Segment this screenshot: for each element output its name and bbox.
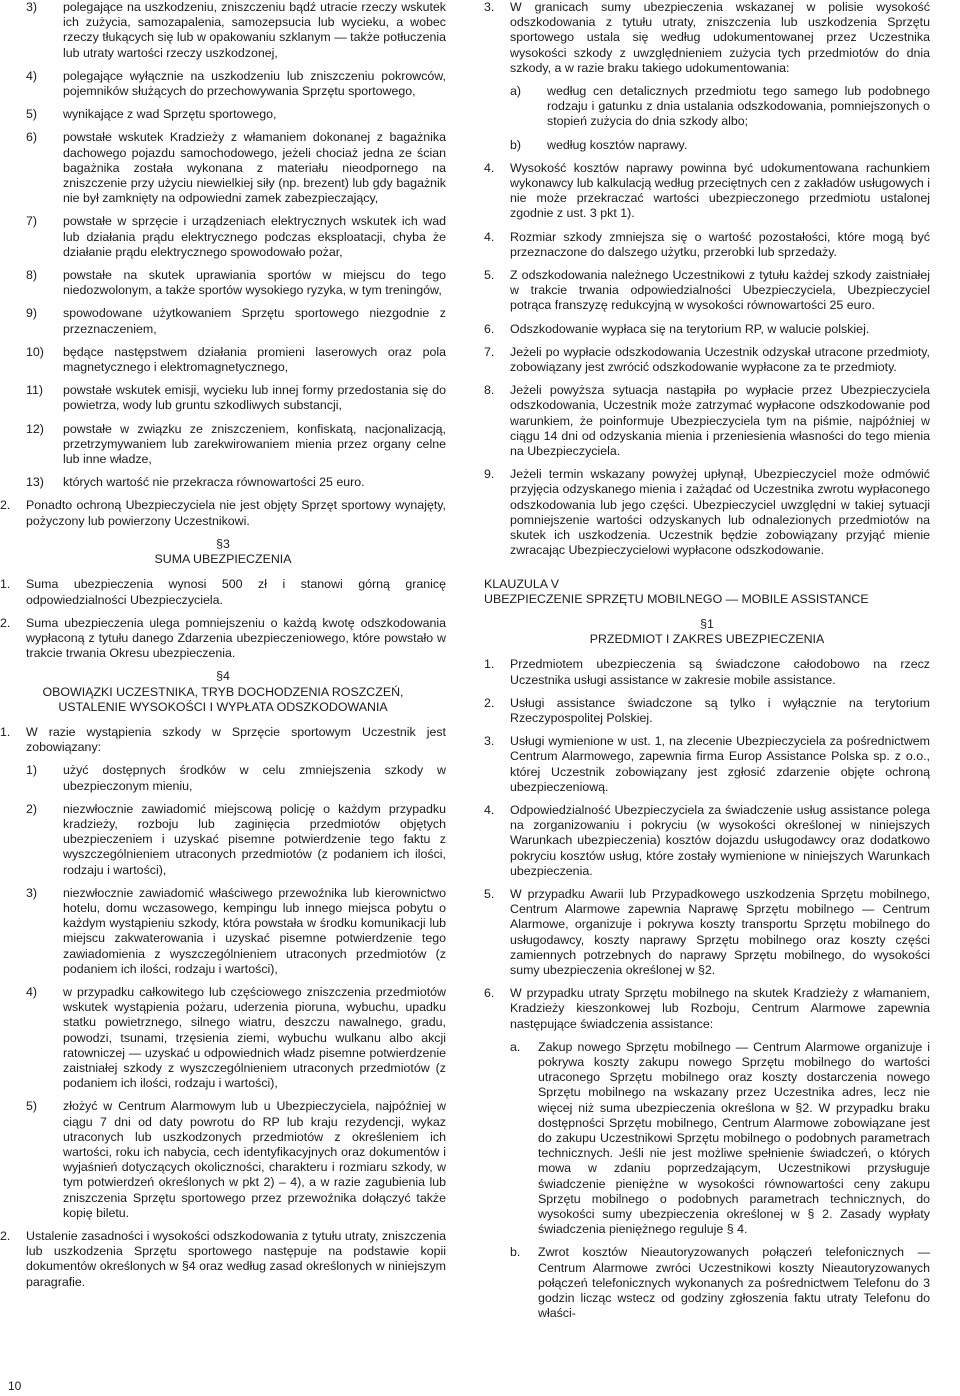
paragraph-number: 7. (484, 344, 495, 359)
section-heading (0, 537, 446, 567)
item-number: 1) (26, 763, 38, 778)
paragraph-text: Jeżeli termin wskazany powyżej upłynął, Ubezpieczyciel może odmówić przyjęcia odzyskanego mienia i zażądać od Uczestnika zwrotu wypłaconego odszkodowania lub jego części. Ubezpieczyciel uwzględni w takiej sytuacji pomniejszenie wartości odzyskanych lub odnalezionych przedmiotów na skutek ich uszkodzenia. Uczestnik będzie zobowiązany przyjąć mienie zwracając Ubezpieczycielowi wypłacone odszkodowanie. (510, 467, 930, 558)
right-column (484, 0, 930, 1329)
list-item (26, 383, 446, 413)
item-number: 10) (26, 344, 44, 359)
section-heading (0, 669, 446, 715)
item-number: 4) (26, 68, 38, 83)
item-text: powstałe wskutek Kradzieży z włamaniem dokonanej z bagażnika dachowego pojazdu samochodowego, jeżeli chociaż jedna ze ścian bagażnika została wykonana z materiału nieodpornego na zniszczenie przy użyciu niewielkiej siły (np. brezent) lub gdy bagażnik nie był zamknięty na odpowiedni zamek zabezpieczający, (63, 130, 446, 206)
list-item (26, 763, 446, 793)
paragraph-text: Wysokość kosztów naprawy powinna być udokumentowana rachunkiem wykonawcy lub kalkulacją według przeciętnych cen z zakładów usługowych i nie może przekraczać wartości ubezpieczonego przedmiotu ustalonej zgodnie z ust. 3 pkt 1). (510, 160, 930, 221)
paragraph-text: Odszkodowanie wypłaca się na terytorium RP, w walucie polskiej. (510, 321, 870, 336)
item-text: polegające na uszkodzeniu, zniszczeniu bądź utracie rzeczy wskutek ich zużycia, samozapalenia, samozepsucia lub wycieku, a wobec rzeczy tłukących się lub w opakowaniu szklanym — także potłuczenia lub utraty wartości rzeczy uszkodzonej, (63, 0, 446, 60)
paragraph-text: Suma ubezpieczenia ulega pomniejszeniu o każdą kwotę odszkodowania wypłaconą z tytułu danego Zdarzenia ubezpieczeniowego, które powstało w trakcie trwania Okresu ubezpieczenia. (26, 615, 446, 661)
item-number: 6) (26, 130, 38, 145)
item-number: 11) (26, 383, 43, 398)
list-item (26, 422, 446, 468)
paragraph-number: 5. (484, 886, 495, 901)
item-text: których wartość nie przekracza równowartości 25 euro. (63, 475, 365, 490)
numbered-paragraph (0, 498, 446, 528)
list-item (26, 0, 446, 61)
paragraph-text: Z odszkodowania należnego Uczestnikowi z tytułu każdej szkody zaistniałej w trakcie trwania odpowiedzialności Ubezpieczyciela, Ubezpieczyciel potrąca franszyzę redukcyjną w wysokości równowartości 25 euro. (510, 268, 930, 313)
left-column (0, 0, 446, 1298)
list-item (510, 1040, 930, 1238)
numbered-paragraph (484, 734, 930, 795)
list-item (26, 802, 446, 878)
item-number: 13) (26, 475, 44, 490)
numbered-paragraph (484, 383, 930, 459)
paragraph-text: Ponadto ochroną Ubezpieczyciela nie jest objęty Sprzęt sportowy wynajęty, pożyczony lub powierzony Uczestnikowi. (26, 498, 446, 528)
item-text: złożyć w Centrum Alarmowym lub u Ubezpieczyciela, najpóźniej w ciągu 7 dni od daty powrotu do RP lub kraju rezydencji, wykaz utraconych lub uszkodzonych przedmiotów z określeniem ich wartości, roku ich nabycia, cech identyfikacyjnych oraz dokumentów i wyjaśnień dotyczących okoliczności, charakteru i rozmiaru szkody, w tym potwierdzeń określonych w pkt 2) – 4), a w razie zagubienia lub zniszczenia Sprzętu sportowego przez przewoźnika dołączyć także kopię biletu. (63, 1099, 446, 1220)
list-item (26, 1099, 446, 1221)
numbered-paragraph (0, 577, 446, 607)
item-number: a) (510, 84, 522, 99)
numbered-paragraph (484, 322, 930, 337)
paragraph-number: 5. (484, 268, 495, 283)
clause-heading (484, 577, 930, 607)
paragraph-text: W przypadku utraty Sprzętu mobilnego na skutek Kradzieży z włamaniem, Kradzieży kieszonkowej lub Rozboju, Centrum Alarmowe zapewnia następujące świadczenia assistance: (510, 986, 930, 1031)
item-text: niezwłocznie zawiadomić miejscową policję o każdym przypadku kradzieży, rozboju lub zaginięcia przedmiotów objętych ubezpieczeniem i uzyskać pisemne potwierdzenie tego faktu z wyszczególnieniem utraconych przedmiotów (z podaniem ich ilości, rodzaju i wartości), (63, 801, 446, 877)
paragraph-number: 3. (484, 734, 495, 749)
item-text: Zakup nowego Sprzętu mobilnego — Centrum Alarmowe organizuje i pokrywa koszty zakupu nowego Sprzętu mobilnego do wartości utraconego Sprzętu mobilnego oraz koszty dostarczenia nowego Sprzętu mobilnego na wskazany przez Uczestnika adres, lecz nie więcej niż suma ubezpieczenia określona w §2. W przypadku braku dostępności Sprzętu mobilnego, Centrum Alarmowe zobowiązane jest do zakupu Uczestnikowi Sprzętu mobilnego o podobnych parametrach technicznych. Jeśli nie jest możliwe spełnienie świadczeń, o których mowa w zdaniu poprzedzającym, Uczestnikowi przysługuje świadczenie pieniężne w wysokości równowartości ceny zakupu Sprzętu mobilnego o podobnych parametrach technicznych, do wysokości sumy ubezpieczenia określonej w § 2. Zasady wypłaty świadczenia pieniężnego reguluje § 4. (538, 1039, 930, 1237)
item-text: powstałe w związku ze zniszczeniem, konfiskatą, nacjonalizacją, przetrzymywaniem lub zarekwirowaniem mienia przez organy celne lub inne władze, (63, 421, 446, 467)
item-number: 3) (26, 0, 38, 14)
item-number: 5) (26, 107, 38, 122)
item-text: według kosztów naprawy. (547, 137, 688, 152)
numbered-paragraph (484, 467, 930, 558)
paragraph-number: 9. (484, 467, 495, 482)
paragraph-text: Przedmiotem ubezpieczenia są świadczone całodobowo na rzecz Uczestnika usługi assistance w zakresie mobile assistance. (510, 657, 930, 687)
item-number: 12) (26, 421, 44, 436)
paragraph-number: 2. (0, 498, 11, 513)
section-title: SUMA UBEZPIECZENIA (154, 552, 292, 567)
paragraph-text: W przypadku Awarii lub Przypadkowego uszkodzenia Sprzętu mobilnego, Centrum Alarmowe zapewnia Naprawę Sprzętu mobilnego — Centrum Alarmowe, organizuje i pokrywa koszty transportu Sprzętu mobilnego do usługodawcy, koszty naprawy Sprzętu mobilnego oraz koszty części zamiennych potrzebnych do naprawy Sprzętu mobilnego, do wysokości sumy ubezpieczenia określonej w §2. (510, 886, 930, 977)
paragraph-number: 1. (484, 657, 495, 672)
section-title-line-2: USTALENIE WYSOKOŚCI I WYPŁATA ODSZKODOWANIA (58, 699, 388, 714)
numbered-paragraph (0, 616, 446, 662)
section-number: §1 (700, 616, 714, 631)
clause-title: UBEZPIECZENIE SPRZĘTU MOBILNEGO — MOBILE ASSISTANCE (484, 591, 869, 606)
list-item (26, 345, 446, 375)
item-number: 3) (26, 885, 38, 900)
numbered-paragraph (484, 268, 930, 314)
section-title-line-1: OBOWIĄZKI UCZESTNIKA, TRYB DOCHODZENIA ROSZCZEŃ, (42, 684, 404, 699)
numbered-paragraph (484, 230, 930, 260)
list-item (26, 886, 446, 977)
paragraph-number: 2. (0, 1229, 11, 1244)
page-number: 10 (8, 1378, 22, 1393)
paragraph-text: Ustalenie zasadności i wysokości odszkodowania z tytułu utraty, zniszczenia lub uszkodzenia Sprzętu sportowego następuje na podstawie kopii dokumentów określonych w §4 oraz według zasad określonych w niniejszym paragrafie. (26, 1229, 446, 1289)
list-item (510, 84, 930, 130)
item-text: użyć dostępnych środków w celu zmniejszenia szkody w ubezpieczonym mieniu, (63, 763, 446, 793)
item-number: 2) (26, 801, 38, 816)
section-number: §4 (216, 669, 230, 684)
section-title: PRZEDMIOT I ZAKRES UBEZPIECZENIA (589, 632, 825, 647)
numbered-paragraph (0, 1229, 446, 1290)
item-text: wynikające z wad Sprzętu sportowego, (63, 107, 277, 122)
item-number: 7) (26, 214, 38, 229)
item-text: według cen detalicznych przedmiotu tego samego lub podobnego rodzaju i gatunku z dnia ustalania odszkodowania, pomniejszonych o stopień zużycia do dnia szkody albo; (547, 84, 930, 129)
numbered-paragraph (484, 0, 930, 76)
item-text: powstałe w sprzęcie i urządzeniach elektrycznych wskutek ich wad lub działania prądu elektrycznego podczas eksploatacji, chyba że działanie prądu elektrycznego spowodowało pożar, (63, 214, 446, 259)
paragraph-text: Jeżeli po wypłacie odszkodowania Uczestnik odzyskał utracone przedmioty, zobowiązany jest zwrócić odszkodowanie wypłacone za te przedmioty. (510, 344, 930, 375)
paragraph-text: W granicach sumy ubezpieczenia wskazanej w polisie wysokość odszkodowania z tytułu utraty, zniszczenia lub uszkodzenia Sprzętu sportowego ustala się według udokumentowanej przez Uczestnika wysokości szkody z uwzględnieniem zużycia tych przedmiotów do dnia szkody, a w razie braku takiego udokumentowania: (510, 0, 930, 75)
paragraph-number: 6. (484, 986, 495, 1001)
item-text: powstałe na skutek uprawiania sportów w miejscu do tego niedozwolonym, a także sportów wysokiego ryzyka, w tym treningów, (63, 268, 446, 298)
paragraph-number: 4. (484, 229, 495, 244)
item-text: spowodowane użytkowaniem Sprzętu sportowego niezgodnie z przeznaczeniem, (63, 306, 446, 336)
paragraph-number: 1. (0, 724, 11, 739)
paragraph-text: Usługi wymienione w ust. 1, na zlecenie Ubezpieczyciela za pośrednictwem Centrum Alarmowego, zapewnia firma Europ Assistance Polska sp. z o.o., której Uczestnik zobowiązany jest zgłosić zdarzenie objęte ochroną ubezpieczeniową. (510, 734, 930, 794)
paragraph-number: 6. (484, 321, 495, 336)
paragraph-number: 3. (484, 0, 495, 14)
item-letter: b. (510, 1245, 521, 1260)
clause-number: KLAUZULA V (484, 576, 560, 591)
list-item (26, 306, 446, 336)
paragraph-text: Usługi assistance świadczone są tylko i wyłącznie na terytorium Rzeczypospolitej Polskiej. (510, 695, 930, 725)
paragraph-number: 2. (0, 615, 11, 630)
item-text: powstałe wskutek emisji, wycieku lub innej formy przedostania się do powietrza, wody lub gruntu szkodliwych substancji, (63, 383, 446, 413)
list-item (510, 138, 930, 153)
item-text: niezwłocznie zawiadomić właściwego przewoźnika lub kierownictwo hotelu, domu wczasowego, kempingu lub innego miejsca pobytu o każdym wystąpieniu szkody, która powstała w środku komunikacji lub miejscu zakwaterowania i uzyskać pisemne potwierdzenie tego zawiadomienia z wyszczególnieniem utraconych przedmiotów (z podaniem ich ilości, rodzaju i wartości), (63, 885, 446, 976)
item-text: polegające wyłącznie na uszkodzeniu lub zniszczeniu pokrowców, pojemników służących do przechowywania Sprzętu sportowego, (63, 68, 446, 99)
item-number: 9) (26, 306, 38, 321)
paragraph-number: 2. (484, 695, 495, 710)
item-number: 5) (26, 1099, 38, 1114)
item-letter: a. (510, 1039, 521, 1054)
numbered-paragraph (484, 803, 930, 879)
paragraph-text: Suma ubezpieczenia wynosi 500 zł i stanowi górną granicę odpowiedzialności Ubezpieczyciela. (26, 577, 446, 607)
paragraph-text: W razie wystąpienia szkody w Sprzęcie sportowym Uczestnik jest zobowiązany: (26, 724, 446, 755)
paragraph-number: 1. (0, 577, 11, 592)
item-number: 4) (26, 984, 38, 999)
item-number: b) (510, 137, 522, 152)
item-text: Zwrot kosztów Nieautoryzowanych połączeń telefonicznych — Centrum Alarmowe zwróci Uczestnikowi koszty Nieautoryzowanych połączeń telefonicznych wykonanych za pośrednictwem Telefonu do 3 godzin licząc wstecz od godziny zgłoszenia faktu utraty Telefonu do właści- (538, 1245, 930, 1321)
numbered-paragraph (484, 887, 930, 978)
paragraph-text: Jeżeli powyższa sytuacja nastąpiła po wypłacie przez Ubezpieczyciela odszkodowania, Uczestnik może zatrzymać wypłacone odszkodowanie pod warunkiem, że poinformuje Ubezpieczyciela tym na piśmie, najpóźniej w ciągu 14 dni od odzyskania mienia i przeniesienia własności do tego mienia na Ubezpieczyciela. (510, 383, 930, 459)
numbered-paragraph (484, 345, 930, 375)
paragraph-number: 4. (484, 802, 495, 817)
list-item (26, 214, 446, 260)
numbered-paragraph (0, 725, 446, 755)
paragraph-text: Odpowiedzialność Ubezpieczyciela za świadczenie usług assistance polega na zorganizowaniu i pokryciu (w wysokości określonej w niniejszych Warunkach ubezpieczenia) kosztów dojazdu usługodawcy oraz dodatkowo pokryciu kosztów usług, które zostały wymienione w niniejszych Warunkach ubezpieczenia. (510, 802, 930, 878)
item-text: w przypadku całkowitego lub częściowego zniszczenia przedmiotów wskutek wystąpienia pożaru, uderzenia pioruna, wybuchu, upadku statku powietrznego, silnego wiatru, deszczu nawalnego, gradu, powodzi, tsunami, trzęsienia ziemi, wybuchu wulkanu albo akcji ratowniczej — uzyskać u odpowiednich władz pisemne potwierdzenie zaistniałej szkody z wyszczególnieniem utraconych przedmiotów (z podaniem ich ilości, rodzaju i wartości), (63, 984, 446, 1091)
paragraph-number: 8. (484, 383, 495, 398)
numbered-paragraph (484, 161, 930, 222)
section-number: §3 (216, 536, 230, 551)
numbered-paragraph (484, 986, 930, 1032)
paragraph-number: 4. (484, 160, 495, 175)
list-item (26, 69, 446, 99)
list-item (26, 268, 446, 298)
list-item (26, 985, 446, 1091)
list-item (510, 1245, 930, 1321)
list-item (26, 130, 446, 206)
item-number: 8) (26, 268, 38, 283)
list-item (26, 107, 446, 122)
list-item (26, 475, 446, 490)
numbered-paragraph (484, 696, 930, 726)
item-text: będące następstwem działania promieni laserowych oraz pola magnetycznego i elektromagnetycznego, (63, 344, 446, 375)
numbered-paragraph (484, 657, 930, 687)
paragraph-text: Rozmiar szkody zmniejsza się o wartość pozostałości, które mogą być przeznaczone do dalszego użytku, przerobki lub sprzedaży. (510, 229, 930, 259)
section-heading (484, 617, 930, 647)
